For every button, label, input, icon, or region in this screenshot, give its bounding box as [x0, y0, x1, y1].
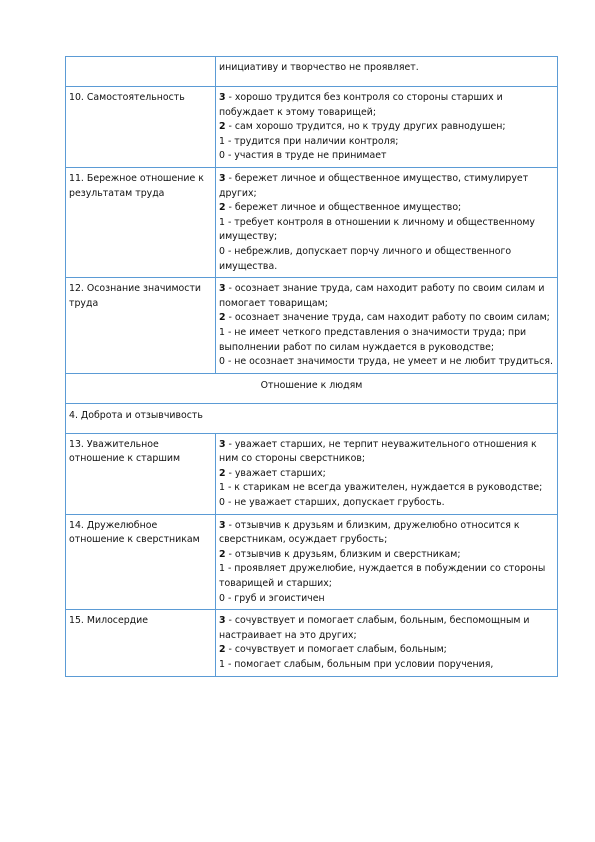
level-text: 1 - к старикам не всегда уважителен, нуждается в руководстве;	[219, 482, 543, 494]
level-score: 3	[219, 438, 226, 450]
section-title: Отношение к людям	[66, 373, 558, 403]
level-score: 2	[219, 121, 226, 133]
criterion-label: 14. Дружелюбное отношение к сверстникам	[69, 519, 200, 546]
level-score: 3	[219, 172, 226, 184]
level-line	[219, 201, 554, 216]
level-score: 3	[219, 615, 226, 627]
table-row	[66, 610, 558, 676]
level-line	[219, 245, 554, 274]
level-line	[219, 172, 554, 201]
level-line	[219, 216, 554, 245]
level-text: - хорошо трудится без контроля со стороны старших и побуждает к этому товарищей;	[219, 92, 503, 118]
level-text: - бережет личное и общественное имущество;	[225, 202, 462, 214]
section-header-row	[66, 373, 558, 403]
level-score: 3	[219, 92, 226, 103]
table-row	[66, 167, 558, 277]
level-text: 0 - участия в труде не принимает	[219, 150, 387, 162]
level-text: 1 - проявляет дружелюбие, нуждается в побуждении со стороны товарищей и старших;	[219, 563, 546, 590]
criterion-label: 13. Уважительное отношение к старшим	[69, 438, 181, 465]
criterion-cell	[66, 610, 216, 676]
level-line	[219, 562, 554, 591]
level-score: 3	[219, 519, 226, 531]
criterion-cell	[66, 167, 216, 277]
level-text: - отзывчив к друзьям, близким и сверстникам;	[225, 548, 461, 560]
group-header-row	[66, 403, 558, 433]
level-line	[219, 519, 554, 548]
criterion-cell	[66, 514, 216, 610]
level-text: - осознает знание труда, сам находит работу по своим силам и помогает товарищам;	[219, 283, 545, 309]
level-line	[219, 91, 554, 120]
level-line	[219, 496, 554, 511]
level-line	[219, 643, 554, 658]
level-score: 2	[219, 644, 226, 656]
level-score: 2	[219, 467, 226, 479]
levels-cell	[216, 87, 558, 168]
criterion-cell	[66, 433, 216, 514]
level-text: - сочувствует и помогает слабым, больным;	[225, 644, 447, 656]
level-line	[219, 149, 554, 164]
levels-cell	[216, 167, 558, 277]
criterion-label: 10. Самостоятельность	[69, 92, 185, 103]
table-row	[66, 278, 558, 374]
level-line	[219, 282, 554, 311]
level-text: - сочувствует и помогает слабым, больным, беспомощным и настраивает на это других;	[219, 615, 530, 641]
levels-cell	[216, 57, 558, 87]
table-row	[66, 57, 558, 87]
level-text: 1 - не имеет четкого представления о значимости труда; при выполнении работ по силам нуждается в руководстве;	[219, 326, 527, 353]
group-title: 4. Доброта и отзывчивость	[66, 403, 558, 433]
level-text: 1 - трудится при наличии контроля;	[219, 135, 399, 147]
level-line	[219, 355, 554, 370]
level-line	[219, 326, 554, 355]
level-score: 3	[219, 283, 226, 295]
levels-cell	[216, 433, 558, 514]
level-score: 2	[219, 312, 226, 324]
table-row	[66, 87, 558, 168]
level-line	[219, 658, 554, 673]
criterion-label: 15. Милосердие	[69, 615, 149, 627]
level-text: 1 - требует контроля в отношении к личному и общественному имуществу;	[219, 216, 535, 243]
level-score: 2	[219, 548, 226, 560]
level-line	[219, 548, 554, 563]
level-text: - отзывчив к друзьям и близким, дружелюбно относится к сверстникам, осуждает грубость;	[219, 519, 520, 546]
level-line	[219, 481, 554, 496]
level-text: - осознает значение труда, сам находит работу по своим силам;	[225, 312, 550, 324]
criterion-label: 11. Бережное отношение к результатам труда	[69, 172, 204, 199]
criteria-table	[65, 56, 558, 677]
level-text: 0 - небрежлив, допускает порчу личного и общественного имущества.	[219, 245, 512, 272]
level-line	[219, 61, 554, 76]
level-line	[219, 614, 554, 643]
level-text: 0 - груб и эгоистичен	[219, 592, 325, 604]
criterion-label: 12. Осознание значимости труда	[69, 283, 201, 309]
level-score: 2	[219, 202, 226, 214]
level-text: инициативу и творчество не проявляет.	[219, 62, 419, 73]
level-text: 1 - помогает слабым, больным при условии поручения,	[219, 659, 494, 670]
level-line	[219, 592, 554, 607]
level-text: 0 - не уважает старших, допускает грубость.	[219, 497, 445, 509]
levels-cell	[216, 278, 558, 374]
criterion-cell	[66, 57, 216, 87]
level-text: - уважает старших;	[225, 467, 326, 479]
level-line	[219, 467, 554, 482]
level-text: 0 - не осознает значимости труда, не умеет и не любит трудиться.	[219, 356, 553, 368]
level-line	[219, 120, 554, 135]
table-row	[66, 433, 558, 514]
level-text: - сам хорошо трудится, но к труду других равнодушен;	[225, 121, 506, 133]
criterion-cell	[66, 87, 216, 168]
level-text: - уважает старших, не терпит неуважительного отношения к ним со стороны сверстников;	[219, 438, 537, 465]
criterion-cell	[66, 278, 216, 374]
level-line	[219, 311, 554, 326]
level-line	[219, 438, 554, 467]
levels-cell	[216, 610, 558, 676]
levels-cell	[216, 514, 558, 610]
level-line	[219, 135, 554, 150]
level-text: - бережет личное и общественное имущество, стимулирует других;	[219, 172, 529, 199]
table-row	[66, 514, 558, 610]
